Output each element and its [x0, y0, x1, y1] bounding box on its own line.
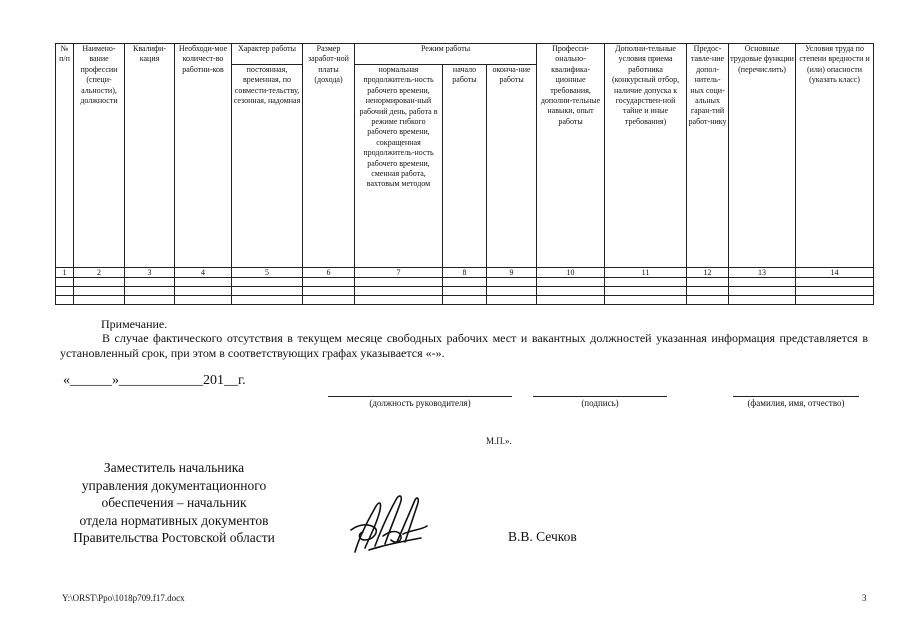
empty-cell [796, 278, 874, 287]
page-number: 3 [862, 593, 867, 603]
empty-cell [605, 287, 687, 296]
empty-cell [687, 296, 729, 305]
empty-cell [687, 278, 729, 287]
empty-cell [175, 287, 232, 296]
signature-line [533, 396, 667, 397]
column-number: 3 [125, 268, 175, 278]
column-number: 14 [796, 268, 874, 278]
empty-cell [303, 287, 355, 296]
empty-cell [125, 278, 175, 287]
empty-cell [487, 287, 537, 296]
col-header-labor-conditions: Условия труда по степени вредности и (или) опасности (указать класс) [796, 44, 874, 268]
official-title-line: Правительства Ростовской области [73, 530, 275, 545]
column-number: 6 [303, 268, 355, 278]
empty-cell [232, 296, 303, 305]
empty-row [56, 296, 874, 305]
empty-cell [56, 278, 74, 287]
column-number: 13 [729, 268, 796, 278]
col-header-work-nature: Характер работы [232, 44, 303, 65]
empty-cell [355, 278, 443, 287]
empty-cell [687, 287, 729, 296]
empty-cell [125, 287, 175, 296]
empty-cell [443, 287, 487, 296]
empty-cell [796, 287, 874, 296]
empty-cell [605, 296, 687, 305]
signature-caption: (подпись) [581, 398, 619, 408]
column-number: 12 [687, 268, 729, 278]
col-subheader-start: начало работы [443, 65, 487, 268]
column-number: 8 [443, 268, 487, 278]
col-header-number: № п/п [56, 44, 74, 268]
empty-cell [355, 296, 443, 305]
col-subheader-work-nature: постоянная, временная, по совмести-тельству, сезонная, надомная [232, 65, 303, 268]
vacancy-form-table [55, 43, 874, 305]
date-line: «______»____________201__г. [63, 373, 246, 388]
name-signature-line [733, 396, 859, 397]
col-subheader-work-time: нормальная продолжитель-ность рабочего времени, ненормирован-ный рабочий день, работа в режиме гибкого рабочего времени, сокращенная продолжитель-ность рабочего времени, сменная работа, вахтовым методом [355, 65, 443, 268]
column-number: 2 [74, 268, 125, 278]
empty-cell [537, 296, 605, 305]
empty-cell [796, 296, 874, 305]
signer-name: В.В. Сечков [508, 529, 577, 544]
official-title-line: обеспечения – начальник [101, 495, 247, 510]
empty-cell [355, 287, 443, 296]
empty-cell [487, 296, 537, 305]
empty-cell [487, 278, 537, 287]
col-subheader-end: оконча-ние работы [487, 65, 537, 268]
column-number: 11 [605, 268, 687, 278]
column-number: 4 [175, 268, 232, 278]
empty-cell [175, 296, 232, 305]
empty-cell [729, 296, 796, 305]
empty-cell [56, 287, 74, 296]
empty-cell [729, 287, 796, 296]
empty-cell [303, 278, 355, 287]
empty-cell [74, 278, 125, 287]
col-header-work-mode: Режим работы [355, 44, 537, 65]
col-header-social-guarantees: Предос-тавле-ние допол-нитель-ных соци-альных гаран-тий работ-нику [687, 44, 729, 268]
empty-row [56, 278, 874, 287]
column-number: 1 [56, 268, 74, 278]
position-signature-line [328, 396, 512, 397]
column-number: 5 [232, 268, 303, 278]
column-number: 7 [355, 268, 443, 278]
empty-cell [125, 296, 175, 305]
column-numbers-row [56, 268, 874, 278]
table-header-row [56, 44, 874, 65]
col-header-qualification: Квалифи-кация [125, 44, 175, 268]
stamp-mark: М.П.». [486, 436, 512, 446]
empty-cell [232, 278, 303, 287]
empty-cell [56, 296, 74, 305]
note-title: Примечание. [101, 317, 168, 331]
column-number: 10 [537, 268, 605, 278]
empty-cell [443, 278, 487, 287]
official-title-line: Заместитель начальника [103, 460, 245, 475]
col-header-hiring-conditions: Дополни-тельные условия приема работника (конкурсный отбор, наличие допуска к государствен-ной тайне и иные требования) [605, 44, 687, 268]
empty-cell [175, 278, 232, 287]
official-title-line: отдела нормативных документов [79, 512, 269, 528]
official-title-line: управления документационного [81, 477, 267, 493]
col-header-profession: Наимено-вание профессии (специ-альности), должности [74, 44, 125, 268]
empty-cell [443, 296, 487, 305]
file-path: Y:\ORST\Ppo\1018p709.f17.docx [62, 593, 185, 603]
empty-cell [729, 278, 796, 287]
note-text: В случае фактического отсутствия в текущем месяце свободных рабочих мест и вакантных должностей указанная информация представляется в установленный срок, при этом в соответствующих графах указывается «-». [60, 331, 868, 360]
empty-cell [303, 296, 355, 305]
col-header-job-functions: Основные трудовые функции (перечислить) [729, 44, 796, 268]
col-header-requirements: Професси-онально-квалифика-ционные требования, дополни-тельные навыки, опыт работы [537, 44, 605, 268]
empty-cell [74, 296, 125, 305]
position-caption: (должность руководителя) [369, 398, 471, 408]
empty-row [56, 287, 874, 296]
column-number: 9 [487, 268, 537, 278]
empty-cell [232, 287, 303, 296]
name-caption: (фамилия, имя, отчество) [747, 398, 845, 408]
empty-cell [537, 278, 605, 287]
col-header-salary: Размер заработ-ной платы (дохода) [303, 44, 355, 268]
col-header-workers-needed: Необходи-мое количест-во работни-ков [175, 44, 232, 268]
empty-cell [605, 278, 687, 287]
handwritten-signature [345, 490, 435, 560]
empty-cell [537, 287, 605, 296]
empty-cell [74, 287, 125, 296]
official-title [55, 459, 293, 547]
